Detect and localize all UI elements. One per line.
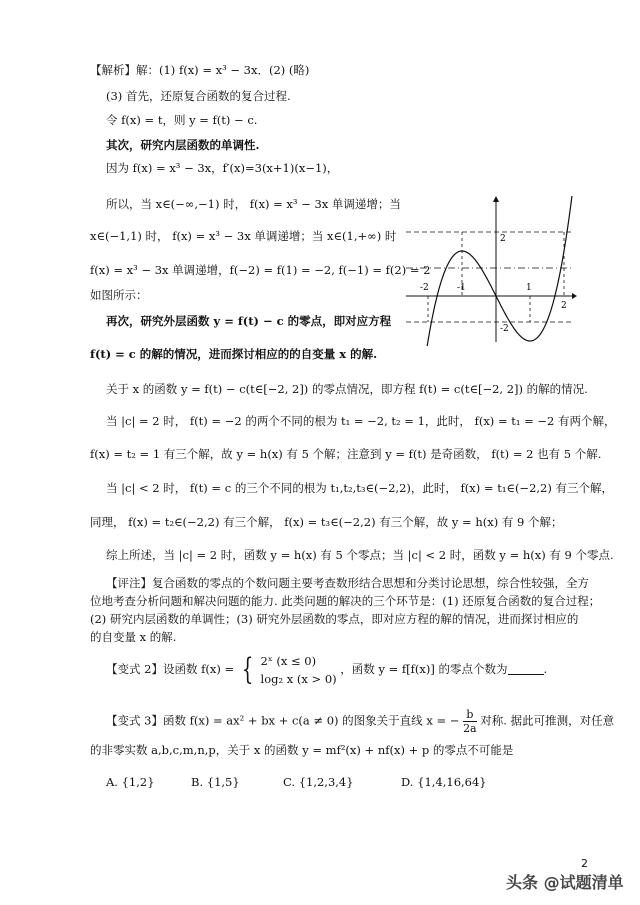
fraction-b-2a (463, 708, 477, 735)
choice-d: D. {1,4,16,64} (401, 775, 487, 789)
line-derivative: 因为 f(x) = x³ − 3x，f′(x)=3(x+1)(x−1)， (106, 161, 339, 175)
cubic-graph (402, 196, 577, 346)
label-y2: 2 (500, 234, 506, 244)
variant-3-suffix: 对称. 据此可推测，对任意 (480, 713, 615, 728)
line-case-c2: 当 |c| = 2 时， f(t) = −2 的两个不同的根为 t₁ = −2, t₂ = 1，此时， f(x) = t₁ = −2 有两个解， (106, 414, 616, 428)
line-substitution: 令 f(x) = t，则 y = f(t) − c. (106, 113, 258, 127)
line-comment-1: 【评注】复合函数的零点的个数问题主要考查数形结合思想和分类讨论思想，综合性较强，全方 (106, 576, 589, 590)
left-brace: { (241, 652, 254, 687)
page-number: 2 (581, 857, 588, 870)
choice-a: A. {1,2} (106, 775, 155, 789)
line-inner-monotonic: 其次，研究内层函数的单调性. (106, 138, 260, 152)
label-x-1: -1 (457, 283, 466, 293)
label-x1: 1 (526, 283, 532, 293)
line-as-shown: 如图所示： (90, 288, 148, 302)
line-case-clt2: 当 |c| < 2 时， f(t) = c 的三个不同的根为 t₁,t₂,t₃∈(−2,2)，此时， f(x) = t₁∈(−2,2) 有三个解， (106, 481, 613, 495)
line-comment-2: 位地考查分析问题和解决问题的能力. 此类问题的解决的三个环节是：(1) 还原复合函数的复合过程； (90, 594, 601, 608)
variant-2-prefix: 【变式 2】设函数 f(x) = (106, 662, 235, 676)
variant-2-end: . (543, 662, 548, 676)
choice-c: C. {1,2,3,4} (283, 775, 354, 789)
line-solution-case: f(t) = c 的解的情况，进而探讨相应的的自变量 x 的解. (90, 347, 378, 361)
line-outer-zero: 再次，研究外层函数 y = f(t) − c 的零点，即对应方程 (106, 314, 392, 328)
case-1: 2ˣ (x ≤ 0) (260, 654, 317, 668)
variant-3-cont: 的非零实数 a,b,c,m,n,p，关于 x 的函数 y = mf²(x) + nf(x) + p 的零点不可能是 (90, 743, 514, 757)
line-monotonic-2: x∈(−1,1) 时， f(x) = x³ − 3x 单调递增；当 x∈(1,+∞) 时 (90, 229, 397, 243)
label-x-2: -2 (420, 283, 429, 293)
variant-2-suffix: ，函数 y = f[f(x)] 的零点个数为 (340, 662, 508, 676)
label-y-2: -2 (500, 324, 509, 334)
line-monotonic-3: f(x) = x³ − 3x 单调递增，f(−2) = f(1) = −2, f(−1) = f(2) = 2 (90, 263, 431, 277)
variant-3-prefix: 【变式 3】函数 f(x) = ax² + bx + c(a ≠ 0) 的图象关于直线 x = − (106, 713, 460, 728)
answer-blank (508, 662, 544, 675)
line-similarly: 同理， f(x) = t₂∈(−2,2) 有三个解， f(x) = t₃∈(−2,2) 有三个解，故 y = h(x) 有 9 个解； (90, 515, 563, 529)
line-summary: 综上所述，当 |c| = 2 时，函数 y = h(x) 有 5 个零点；当 |c| < 2 时，函数 y = h(x) 有 9 个零点. (106, 548, 614, 562)
x-axis-arrow (572, 293, 577, 299)
piecewise-cases (261, 652, 337, 688)
variant-2 (106, 652, 547, 688)
line-comment-4: 的自变量 x 的解. (90, 630, 177, 644)
line-analysis-title: 【解析】解：(1) f(x) = x³ − 3x．(2) (略) (90, 63, 310, 77)
y-axis-arrow (493, 196, 499, 202)
line-step3: (3) 首先，还原复合函数的复合过程. (106, 89, 291, 103)
case-2: log₂ x (x > 0) (260, 672, 337, 686)
line-monotonic-1: 所以，当 x∈(−∞,−1) 时， f(x) = x³ − 3x 单调递增；当 (106, 197, 401, 211)
variant-3 (106, 708, 614, 735)
line-about-function: 关于 x 的函数 y = f(t) − c(t∈[−2, 2]) 的零点情况，即方程 f(t) = c(t∈[−2, 2]) 的解的情况. (106, 382, 588, 396)
fraction-numerator: b (463, 708, 477, 722)
line-case-c2-cont: f(x) = t₂ = 1 有三个解，故 y = h(x) 有 5 个解；注意到 y = f(t) 是奇函数， f(t) = 2 也有 5 个解. (90, 447, 602, 461)
fraction-denominator: 2a (463, 722, 477, 735)
watermark: 头条 @试题清单 (506, 873, 624, 892)
label-x2: 2 (561, 301, 567, 311)
choice-b: B. {1,5} (191, 775, 240, 789)
line-comment-3: (2) 研究内层函数的单调性；(3) 研究外层函数的零点，即对应方程的解的情况，进而探讨相应的 (90, 612, 579, 626)
